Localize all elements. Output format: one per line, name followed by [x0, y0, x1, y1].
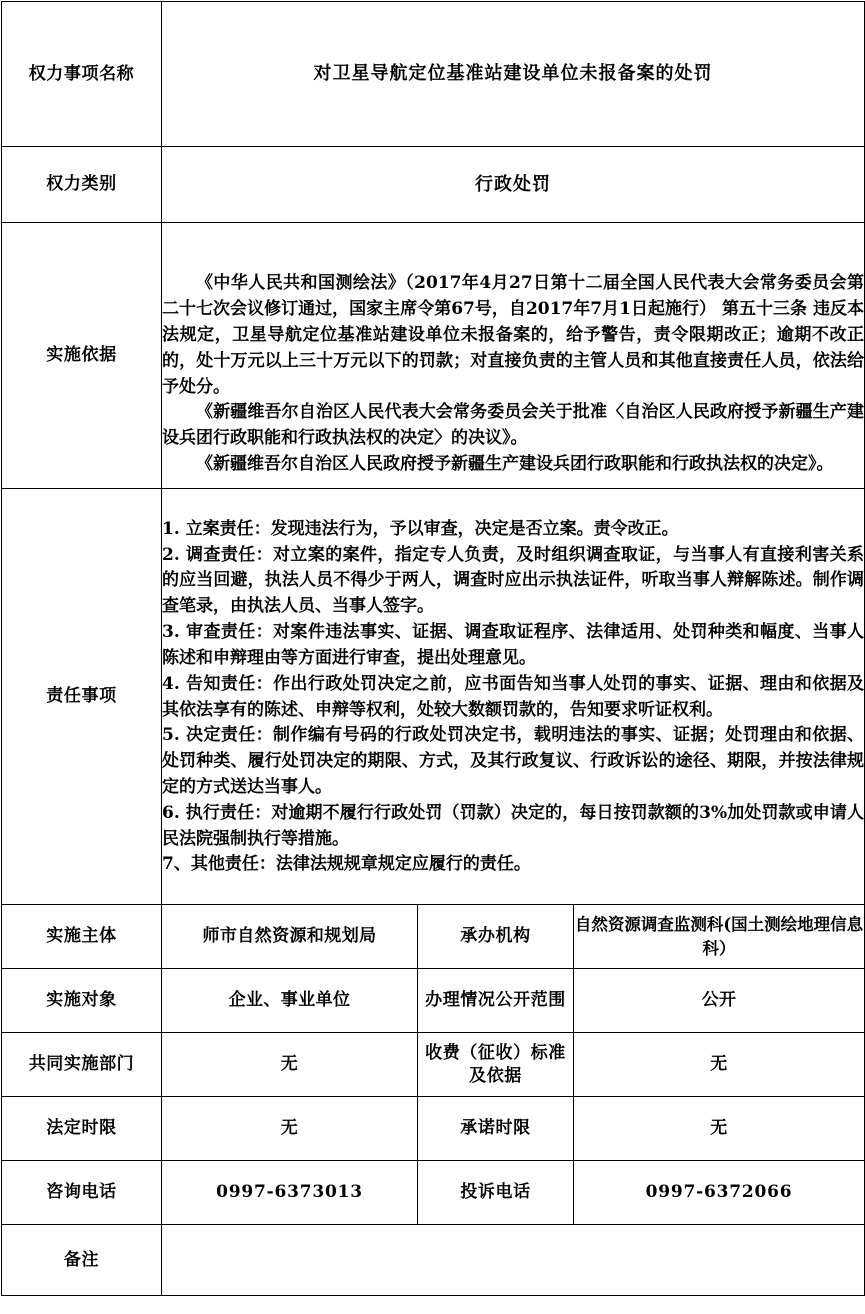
row-value-responsibility-items — [162, 489, 865, 905]
responsibility-item-2: 2. 调查责任：对立案的案件，指定专人负责，及时组织调查取证，与当事人有直接利害关系的应当回避，执法人员不得少于两人，调查时应出示执法证件，听取当事人辩解陈述。制作调查笔录，由执法人员、当事人签字。 — [162, 544, 865, 617]
row-label-complaint-phone: 投诉电话 — [418, 1161, 574, 1225]
row-value-power-category: 行政处罚 — [162, 147, 865, 223]
row-label-joint-department: 共同实施部门 — [2, 1033, 162, 1097]
row-label-disclosure-scope: 办理情况公开范围 — [418, 969, 574, 1033]
row-value-complaint-phone: 0997-6372066 — [574, 1161, 865, 1225]
row-value-implementation-basis — [162, 223, 865, 489]
row-label-power-item-name: 权力事项名称 — [2, 2, 162, 147]
row-value-power-item-name: 对卫星导航定位基准站建设单位未报备案的处罚 — [162, 2, 865, 147]
row-value-promised-time-limit: 无 — [574, 1097, 865, 1161]
row-label-implementation-subject: 实施主体 — [2, 905, 162, 969]
row-label-fee-standard: 收费（征收）标准及依据 — [418, 1033, 574, 1097]
basis-paragraph-2: 《新疆维吾尔自治区人民代表大会常务委员会关于批准〈自治区人民政府授予新疆生产建设兵团行政职能和行政执法权的决定〉的决议》。 — [162, 402, 865, 449]
responsibility-item-1: 1. 立案责任：发现违法行为，予以审查，决定是否立案。责令改正。 — [162, 518, 679, 539]
row-label-consultation-phone: 咨询电话 — [2, 1161, 162, 1225]
table-row-implementation-object — [2, 969, 865, 1033]
row-label-implementation-object: 实施对象 — [2, 969, 162, 1033]
row-label-power-category: 权力类别 — [2, 147, 162, 223]
basis-paragraph-3: 《新疆维吾尔自治区人民政府授予新疆生产建设兵团行政职能和行政执法权的决定》。 — [196, 453, 834, 474]
responsibility-item-4: 4. 告知责任：作出行政处罚决定之前，应书面告知当事人处罚的事实、证据、理由和依据及其依法享有的陈述、申辩等权利，处较大数额罚款的，告知要求听证权利。 — [162, 673, 865, 720]
row-label-responsibility-items: 责任事项 — [2, 489, 162, 905]
table-row-implementation-subject — [2, 905, 865, 969]
row-label-promised-time-limit: 承诺时限 — [418, 1097, 574, 1161]
power-item-table — [1, 1, 865, 1296]
responsibility-item-6: 6. 执行责任：对逾期不履行行政处罚（罚款）决定的，每日按罚款额的3%加处罚款或申请人民法院强制执行等措施。 — [162, 802, 865, 849]
row-value-remarks — [162, 1225, 865, 1296]
row-value-fee-standard: 无 — [574, 1033, 865, 1097]
responsibility-item-3: 3. 审查责任：对案件违法事实、证据、调查取证程序、法律适用、处罚种类和幅度、当事人陈述和申辩理由等方面进行审查，提出处理意见。 — [162, 622, 865, 668]
table-row-remarks — [2, 1225, 865, 1296]
row-value-implementation-object: 企业、事业单位 — [162, 969, 418, 1033]
row-value-consultation-phone: 0997-6373013 — [162, 1161, 418, 1225]
row-value-statutory-time-limit: 无 — [162, 1097, 418, 1161]
power-item-document — [0, 1, 865, 1314]
table-row-statutory-time-limit — [2, 1097, 865, 1161]
responsibility-item-7: 7、其他责任：法律法规规章规定应履行的责任。 — [162, 854, 531, 875]
table-row-phones — [2, 1161, 865, 1225]
table-row-implementation-basis — [2, 223, 865, 489]
row-label-remarks: 备注 — [2, 1225, 162, 1296]
table-row-responsibility-items — [2, 489, 865, 905]
row-value-joint-department: 无 — [162, 1033, 418, 1097]
row-value-handling-agency: 自然资源调查监测科(国土测绘地理信息科） — [574, 905, 865, 969]
table-row-power-item-name — [2, 2, 865, 147]
row-value-implementation-subject: 师市自然资源和规划局 — [162, 905, 418, 969]
responsibility-item-5: 5. 决定责任：制作编有号码的行政处罚决定书，载明违法的事实、证据；处罚理由和依据、处罚种类、履行处罚决定的期限、方式，及其行政复议、行政诉讼的途径、期限，并按法律规定的方式送达当事人。 — [162, 725, 865, 797]
table-row-power-category — [2, 147, 865, 223]
basis-paragraph-1: 《中华人民共和国测绘法》（2017年4月27日第十二届全国人民代表大会常务委员会第二十七次会议修订通过，国家主席令第67号，自2017年7月1日起施行） 第五十三条 违反本法规定，卫星导航定位基准站建设单位未报备案的，给予警告，责令限期改正；逾期不改正的，处十万元以上三十万元以下的罚款；对直接负责的主管人员和其他直接责任人员，依法给予处分。 — [162, 273, 865, 397]
table-row-joint-department — [2, 1033, 865, 1097]
row-label-handling-agency: 承办机构 — [418, 905, 574, 969]
row-value-disclosure-scope: 公开 — [574, 969, 865, 1033]
row-label-statutory-time-limit: 法定时限 — [2, 1097, 162, 1161]
row-label-implementation-basis: 实施依据 — [2, 223, 162, 489]
